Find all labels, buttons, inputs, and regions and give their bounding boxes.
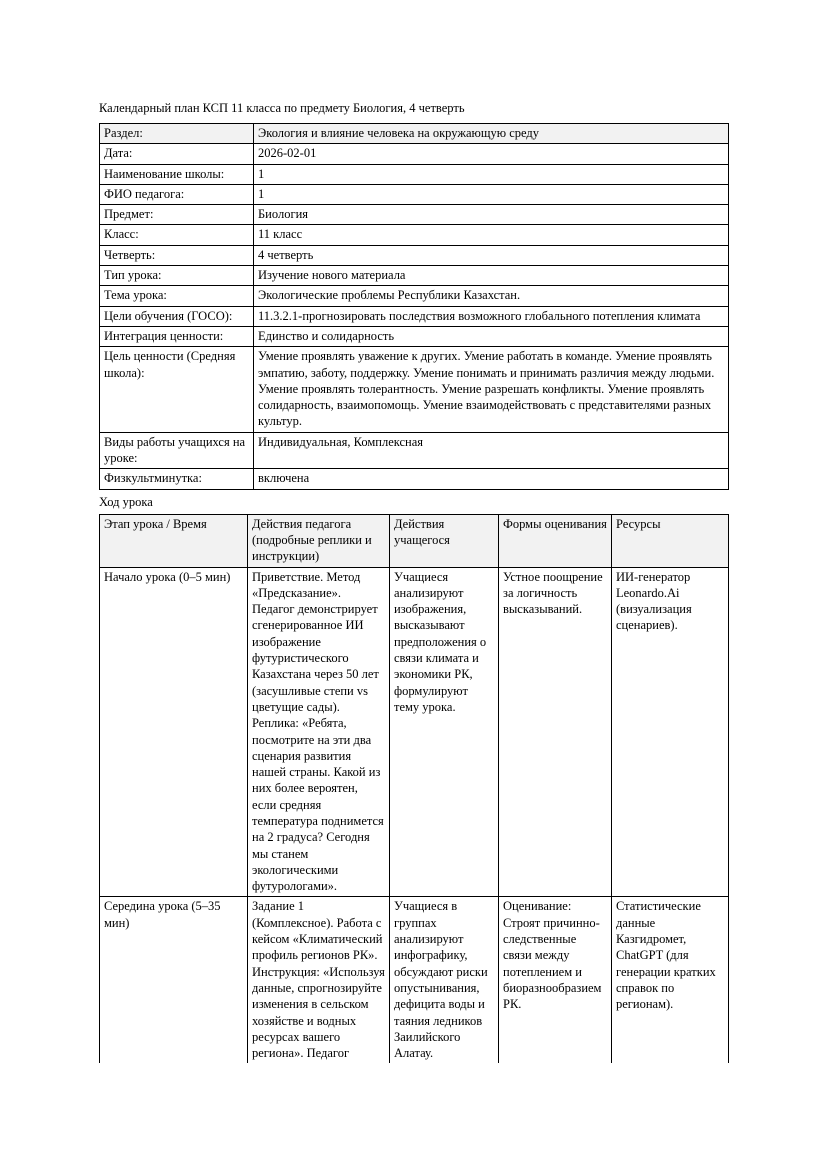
lesson-flow-heading: Ход урока — [99, 494, 153, 509]
info-label: Дата: — [100, 144, 254, 164]
column-header-student-actions: Действия учащегося — [390, 514, 499, 567]
info-label: Цели обучения (ГОСО): — [100, 306, 254, 326]
column-header-stage: Этап урока / Время — [100, 514, 248, 567]
table-row — [100, 326, 729, 346]
lesson-flow-table — [99, 514, 729, 1064]
cell-teacher-actions: Задание 1 (Комплексное). Работа с кейсом «Климатический профиль регионов РК». Инструкция: «Используя данные, спрогнозируйте изменения в сельском хозяйстве и водных ресурсах вашего региона». Педагог — [248, 897, 390, 1063]
lesson-flow-header — [100, 514, 729, 567]
table-row — [100, 306, 729, 326]
info-value: Экологические проблемы Республики Казахстан. — [254, 286, 729, 306]
info-label: Предмет: — [100, 205, 254, 225]
cell-teacher-actions: Приветствие. Метод «Предсказание». Педагог демонстрирует сгенерированное ИИ изображение футуристического Казахстана через 50 лет (засушливые степи vs цветущие сады). Реплика: «Ребята, посмотрите на эти два сценария развития нашей страны. Какой из них более вероятен, если средняя температура поднимется на 2 градуса? Сегодня мы станем экологическими футурологами». — [248, 567, 390, 897]
table-row — [100, 469, 729, 489]
table-row — [100, 897, 729, 1063]
column-header-resources: Ресурсы — [612, 514, 729, 567]
info-value: Умение проявлять уважение к других. Умение работать в команде. Умение проявлять эмпатию, заботу, поддержку. Умение понимать и принимать различия между людьми. Умение проявлять толерантность. Умение разрешать конфликты. Умение проявлять солидарность, взаимопомощь. Умение взаимодействовать с представителями разных культур. — [254, 347, 729, 432]
info-label: Тема урока: — [100, 286, 254, 306]
table-row — [100, 347, 729, 432]
table-row — [100, 567, 729, 897]
info-label: Виды работы учащихся на уроке: — [100, 432, 254, 469]
table-row — [100, 144, 729, 164]
info-label: ФИО педагога: — [100, 184, 254, 204]
table-row — [100, 286, 729, 306]
cell-student-actions: Учащиеся анализируют изображения, высказывают предположения о связи климата и экономики РК, формулируют тему урока. — [390, 567, 499, 897]
info-label: Раздел: — [100, 124, 254, 144]
info-value: включена — [254, 469, 729, 489]
info-value: Экология и влияние человека на окружающую среду — [254, 124, 729, 144]
info-value: 11 класс — [254, 225, 729, 245]
cell-stage: Середина урока (5–35 мин) — [100, 897, 248, 1063]
table-row — [100, 184, 729, 204]
column-header-teacher-actions: Действия педагога (подробные реплики и инструкции) — [248, 514, 390, 567]
cell-resources: ИИ-генератор Leonardo.Ai (визуализация сценариев). — [612, 567, 729, 897]
info-label: Четверть: — [100, 245, 254, 265]
info-value: Изучение нового материала — [254, 266, 729, 286]
info-label: Физкультминутка: — [100, 469, 254, 489]
info-label: Интеграция ценности: — [100, 326, 254, 346]
table-row — [100, 245, 729, 265]
table-header-row — [100, 514, 729, 567]
page-title: Календарный план КСП 11 класса по предмету Биология, 4 четверть — [99, 101, 465, 115]
lesson-info-table — [99, 123, 729, 490]
info-value: Единство и солидарность — [254, 326, 729, 346]
column-header-assessment: Формы оценивания — [499, 514, 612, 567]
info-value: 11.3.2.1-прогнозировать последствия возможного глобального потепления климата — [254, 306, 729, 326]
table-row — [100, 124, 729, 144]
info-value: 1 — [254, 184, 729, 204]
info-value: 2026-02-01 — [254, 144, 729, 164]
info-label: Тип урока: — [100, 266, 254, 286]
cell-assessment: Оценивание: Строят причинно-следственные связи между потеплением и биоразнообразием РК. — [499, 897, 612, 1063]
info-value: Индивидуальная, Комплексная — [254, 432, 729, 469]
cell-assessment: Устное поощрение за логичность высказываний. — [499, 567, 612, 897]
info-value: Биология — [254, 205, 729, 225]
info-label: Наименование школы: — [100, 164, 254, 184]
lesson-info-body — [100, 124, 729, 490]
info-value: 4 четверть — [254, 245, 729, 265]
info-label: Цель ценности (Средняя школа): — [100, 347, 254, 432]
info-label: Класс: — [100, 225, 254, 245]
info-value: 1 — [254, 164, 729, 184]
table-row — [100, 225, 729, 245]
cell-student-actions: Учащиеся в группах анализируют инфографику, обсуждают риски опустынивания, дефицита воды и таяния ледников Заилийского Алатау. — [390, 897, 499, 1063]
cell-stage: Начало урока (0–5 мин) — [100, 567, 248, 897]
cell-resources: Статистические данные Казгидромет, ChatGPT (для генерации кратких справок по регионам). — [612, 897, 729, 1063]
table-row — [100, 205, 729, 225]
lesson-flow-body — [100, 567, 729, 1063]
table-row — [100, 432, 729, 469]
table-row — [100, 266, 729, 286]
table-row — [100, 164, 729, 184]
